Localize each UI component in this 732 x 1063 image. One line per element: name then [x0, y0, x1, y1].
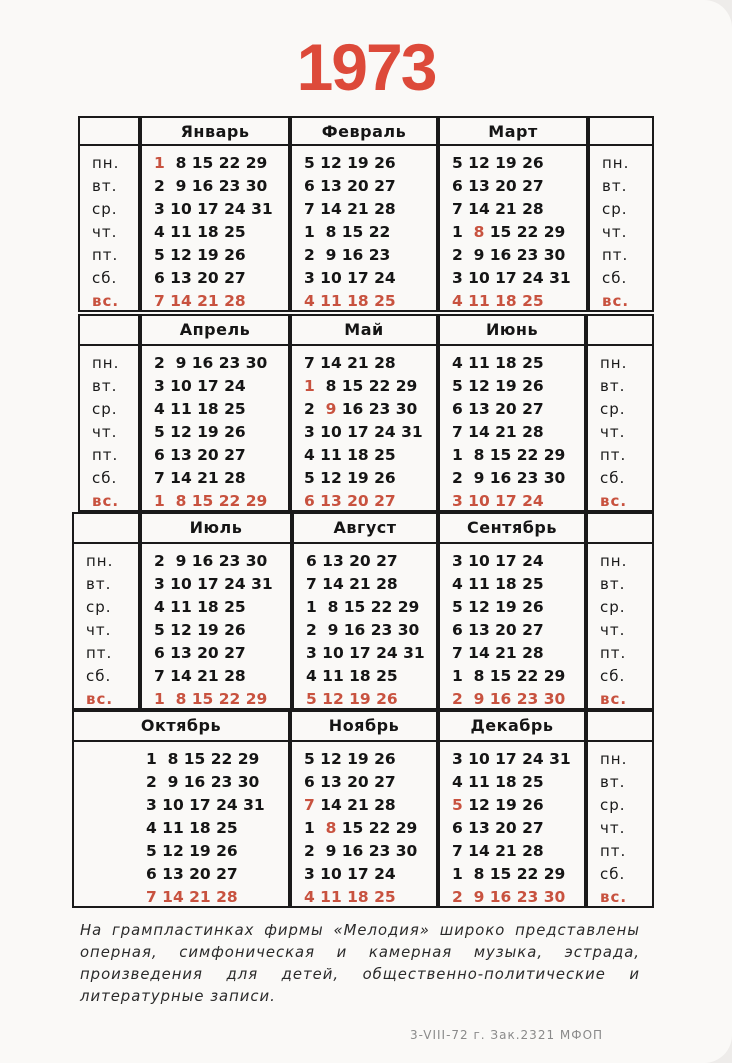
day-row: 3 10 17 24: [304, 865, 396, 883]
day-row: 4 11 18 25: [452, 773, 544, 791]
day-row: 1 8 15 22 29: [452, 667, 566, 685]
day-row: 4 11 18 25: [154, 223, 246, 241]
weekday-label: пт.: [602, 246, 629, 264]
day-row: 6 13 20 27: [452, 819, 544, 837]
weekday-label: пн.: [600, 354, 628, 372]
month-name: Октябрь: [140, 716, 222, 735]
day-row: 4 11 18 25: [452, 354, 544, 372]
weekday-label: вт.: [86, 575, 112, 593]
day-row: 7 14 21 28: [452, 842, 544, 860]
weekday-label: ср.: [602, 200, 628, 218]
label-header-cell: [586, 314, 654, 346]
day-row: 3 10 17 24 31: [146, 796, 265, 814]
day-row: 7 14 21 28: [306, 575, 398, 593]
month-name: Декабрь: [470, 716, 554, 735]
weekday-label: пн.: [600, 750, 628, 768]
day-row: 4 11 18 25: [452, 575, 544, 593]
day-row: 7 14 21 28: [452, 423, 544, 441]
day-row: 1 8 15 22 29: [304, 377, 418, 395]
day-row: 1 8 15 22 29: [452, 446, 566, 464]
day-row: 6 13 20 27: [304, 492, 396, 510]
day-row: 3 10 17 24 31: [306, 644, 425, 662]
weekday-label: пт.: [600, 644, 627, 662]
weekday-label: чт.: [600, 621, 626, 639]
day-row: 2 9 16 23 30: [146, 773, 260, 791]
day-row: 5 12 19 26: [304, 750, 396, 768]
day-row: 3 10 17 24 31: [304, 423, 423, 441]
day-row: 6 13 20 27: [154, 269, 246, 287]
weekday-label: ср.: [86, 598, 112, 616]
day-row: 5 12 19 26: [452, 154, 544, 172]
day-row: 1 8 15 22 29: [452, 223, 566, 241]
footer-text: На грампластинках фирмы «Мелодия» широко представлены оперная, симфоническая и камерная музыка, эстрада, произведения для детей, общественно-политические и литературные записи.: [80, 922, 640, 1005]
day-row: 6 13 20 27: [452, 621, 544, 639]
weekday-label: чт.: [92, 223, 118, 241]
day-row: 2 9 16 23 30: [306, 621, 420, 639]
weekday-label: пт.: [600, 842, 627, 860]
day-row: 7 14 21 28: [154, 667, 246, 685]
day-row: 2 9 16 23 30: [452, 469, 566, 487]
weekday-label: вт.: [92, 377, 118, 395]
day-row: 1 8 15 22 29: [154, 690, 268, 708]
day-row: 7 14 21 28: [154, 292, 246, 310]
weekday-label: вт.: [600, 377, 626, 395]
day-row: 4 11 18 25: [306, 667, 398, 685]
day-row: 2 9 16 23: [304, 246, 391, 264]
day-row: 5 12 19 26: [304, 154, 396, 172]
weekday-label: пт.: [92, 446, 119, 464]
weekday-label: вт.: [600, 773, 626, 791]
weekday-label: вт.: [92, 177, 118, 195]
holiday-number: 7: [304, 796, 315, 814]
day-row: 6 13 20 27: [304, 177, 396, 195]
day-row: 5 12 19 26: [154, 246, 246, 264]
weekday-label: вс.: [92, 292, 120, 310]
weekday-label: пн.: [86, 552, 114, 570]
day-row: 4 11 18 25: [304, 446, 396, 464]
day-row: 4 11 18 25: [154, 400, 246, 418]
day-row: 5 12 19 26: [452, 796, 544, 814]
day-row: 1 8 15 22 29: [452, 865, 566, 883]
day-row: 5 12 19 26: [154, 423, 246, 441]
weekday-label: сб.: [92, 269, 118, 287]
weekday-label: ср.: [600, 400, 626, 418]
day-row: 2 9 16 23 30: [154, 354, 268, 372]
weekday-label: вс.: [600, 690, 628, 708]
day-row: 3 10 17 24 31: [154, 575, 273, 593]
weekday-label: ср.: [600, 598, 626, 616]
month-name: Июнь: [485, 320, 539, 339]
holiday-number: 9: [325, 400, 337, 418]
holiday-number: 8: [473, 223, 485, 241]
day-row: 5 12 19 26: [154, 621, 246, 639]
weekday-label: пн.: [600, 552, 628, 570]
weekday-label: вс.: [600, 888, 628, 906]
weekday-label: сб.: [92, 469, 118, 487]
weekday-label: пн.: [602, 154, 630, 172]
month-name: Сентябрь: [467, 518, 557, 537]
imprint-text: 3-VIII-72 г. Зак.2321 МФОП: [410, 1028, 604, 1042]
weekday-label: чт.: [600, 819, 626, 837]
day-row: 7 14 21 28: [304, 796, 396, 814]
label-header-cell: [586, 710, 654, 742]
day-row: 1 8 15 22 29: [146, 750, 260, 768]
weekday-label: сб.: [600, 667, 626, 685]
weekday-label: вс.: [600, 492, 628, 510]
label-header-cell: [78, 314, 140, 346]
month-name: Январь: [180, 122, 250, 141]
day-row: 3 10 17 24 31: [154, 200, 273, 218]
day-row: 7 14 21 28: [304, 200, 396, 218]
holiday-number: 1: [154, 154, 165, 172]
day-row: 2 9 16 23 30: [154, 177, 268, 195]
weekday-label: чт.: [86, 621, 112, 639]
weekday-label: сб.: [86, 667, 112, 685]
day-row: 6 13 20 27: [306, 552, 398, 570]
holiday-number: 1: [304, 377, 315, 395]
day-row: 3 10 17 24: [452, 552, 544, 570]
day-row: 6 13 20 27: [146, 865, 238, 883]
weekday-label: сб.: [602, 269, 628, 287]
day-row: 7 14 21 28: [304, 354, 396, 372]
day-row: 7 14 21 28: [452, 644, 544, 662]
day-row: 5 12 19 26: [452, 598, 544, 616]
day-row: 3 10 17 24 31: [452, 269, 571, 287]
month-name: Март: [488, 122, 538, 141]
day-row: 3 10 17 24: [452, 492, 544, 510]
day-row: 6 13 20 27: [154, 644, 246, 662]
label-header-cell: [588, 116, 654, 146]
day-row: 4 11 18 25: [154, 598, 246, 616]
day-row: 3 10 17 24: [154, 377, 246, 395]
month-name: Май: [344, 320, 384, 339]
day-row: 1 8 15 22 29: [154, 154, 268, 172]
day-row: 2 9 16 23 30: [452, 690, 566, 708]
weekday-label: пт.: [86, 644, 113, 662]
weekday-label: ср.: [600, 796, 626, 814]
month-name: Июль: [189, 518, 243, 537]
day-row: 6 13 20 27: [154, 446, 246, 464]
weekday-label: ср.: [92, 200, 118, 218]
weekday-label: пт.: [600, 446, 627, 464]
weekday-label: пт.: [92, 246, 119, 264]
day-row: 6 13 20 27: [452, 177, 544, 195]
day-row: 4 11 18 25: [304, 292, 396, 310]
day-row: 1 8 15 22 29: [306, 598, 420, 616]
label-header-cell: [586, 512, 654, 544]
weekday-label: чт.: [602, 223, 628, 241]
day-row: 6 13 20 27: [304, 773, 396, 791]
weekday-label: вс.: [86, 690, 114, 708]
year-title: 1973: [296, 30, 436, 104]
holiday-number: 5: [452, 796, 463, 814]
weekday-label: вс.: [602, 292, 630, 310]
label-header-cell: [78, 116, 140, 146]
day-row: 4 11 18 25: [304, 888, 396, 906]
day-row: 3 10 17 24 31: [452, 750, 571, 768]
day-row: 5 12 19 26: [452, 377, 544, 395]
day-row: 4 11 18 25: [452, 292, 544, 310]
weekday-label: сб.: [600, 469, 626, 487]
month-name: Ноябрь: [328, 716, 400, 735]
day-row: 2 9 16 23 30: [452, 888, 566, 906]
weekday-label: вт.: [600, 575, 626, 593]
day-row: 5 12 19 26: [304, 469, 396, 487]
day-row: 2 9 16 23 30: [304, 842, 418, 860]
day-row: 7 14 21 28: [154, 469, 246, 487]
day-row: 4 11 18 25: [146, 819, 238, 837]
day-row: 5 12 19 26: [306, 690, 398, 708]
day-row: 1 8 15 22 29: [154, 492, 268, 510]
month-name: Февраль: [321, 122, 407, 141]
month-name: Август: [333, 518, 397, 537]
day-row: 2 9 16 23 30: [154, 552, 268, 570]
month-name: Апрель: [179, 320, 251, 339]
weekday-label: чт.: [600, 423, 626, 441]
day-row: 7 14 21 28: [146, 888, 238, 906]
holiday-number: 8: [325, 819, 337, 837]
weekday-label: вт.: [602, 177, 628, 195]
weekday-label: сб.: [600, 865, 626, 883]
weekday-label: пн.: [92, 354, 120, 372]
day-row: 1 8 15 22 29: [304, 819, 418, 837]
weekday-label: пн.: [92, 154, 120, 172]
day-row: 1 8 15 22: [304, 223, 391, 241]
day-row: 5 12 19 26: [146, 842, 238, 860]
weekday-label: чт.: [92, 423, 118, 441]
weekday-label: вс.: [92, 492, 120, 510]
day-row: 7 14 21 28: [452, 200, 544, 218]
day-row: 2 9 16 23 30: [452, 246, 566, 264]
label-header-cell: [72, 512, 140, 544]
day-row: 3 10 17 24: [304, 269, 396, 287]
day-row: 2 9 16 23 30: [304, 400, 418, 418]
day-row: 6 13 20 27: [452, 400, 544, 418]
weekday-label: ср.: [92, 400, 118, 418]
